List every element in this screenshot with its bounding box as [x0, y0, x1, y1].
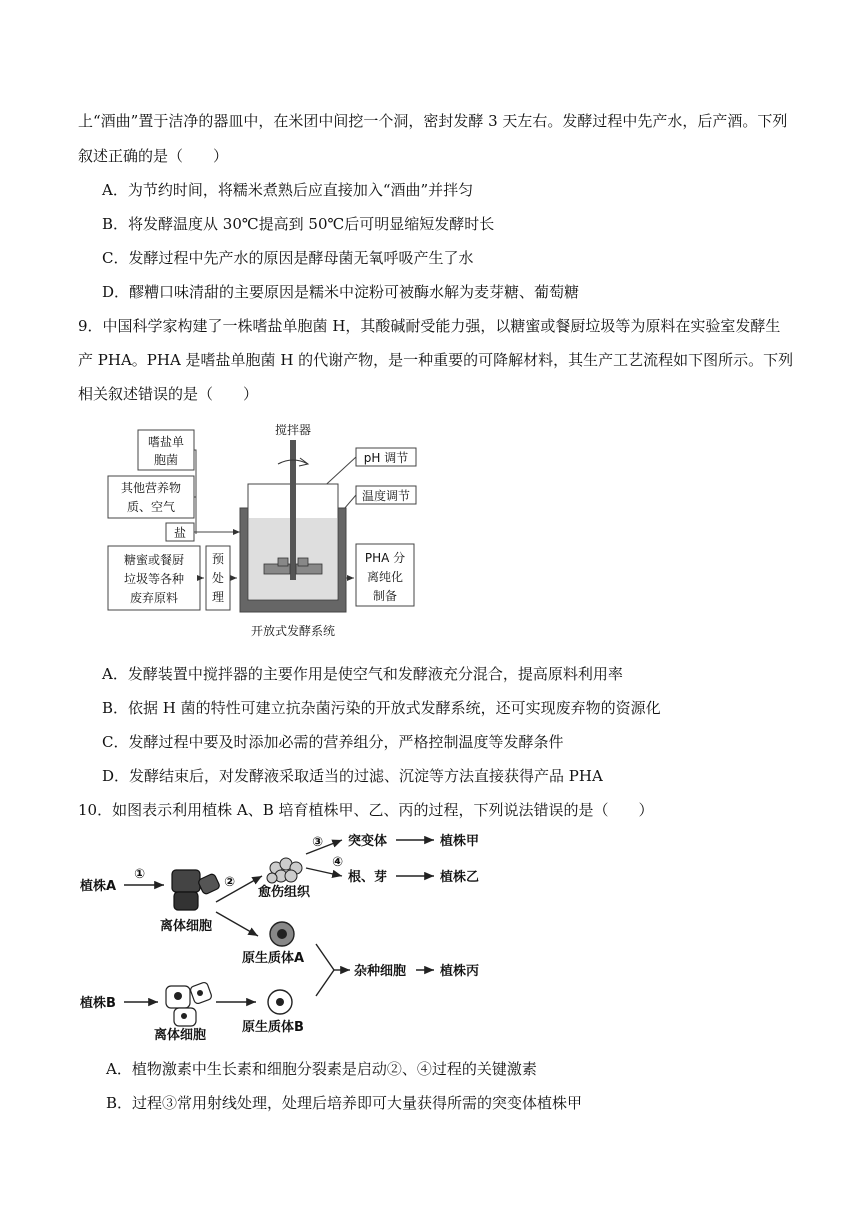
q8-option-c: C．发酵过程中先产水的原因是酵母菌无氧呼吸产生了水	[102, 249, 474, 267]
q10-stem: 10．如图表示利用植株 A、B 培育植株甲、乙、丙的过程，下列说法错误的是（ ）	[78, 801, 654, 819]
q9-option-a: A．发酵装置中搅拌器的主要作用是使空气和发酵液充分混合，提高原料利用率	[102, 665, 623, 683]
q8-stem-line-1: 上“酒曲”置于洁净的器皿中，在米团中间挖一个洞，密封发酵 3 天左右。发酵过程中先产水，后产酒。下列	[78, 112, 788, 130]
label-plant-a: 植株A	[80, 879, 117, 894]
label-step-1: ①	[134, 867, 146, 882]
label-output-3: 制备	[372, 589, 398, 603]
q9-option-b: B．依据 H 菌的特性可建立抗杂菌污染的开放式发酵系统，还可实现废弃物的资源化	[102, 699, 661, 717]
isolated-cells-b	[166, 981, 213, 1026]
diagram-caption: 开放式发酵系统	[250, 624, 336, 638]
label-isolated-b: 离体细胞	[154, 1028, 207, 1042]
label-plant-b: 植株B	[80, 996, 116, 1011]
q9-stem-line-3: 相关叙述错误的是（ ）	[78, 385, 259, 403]
label-isolated-a: 离体细胞	[160, 919, 213, 934]
label-pretreat-2: 处	[211, 571, 225, 585]
q8-option-d: D．醪糟口味清甜的主要原因是糯米中淀粉可被酶水解为麦芽糖、葡萄糖	[102, 283, 580, 301]
label-step-4: ④	[332, 855, 344, 870]
label-plant-bing: 植株丙	[440, 964, 480, 979]
label-pretreat-1: 预	[211, 552, 225, 566]
q8-option-a: A．为节约时间，将糯米煮熟后应直接加入“酒曲”并拌匀	[102, 181, 474, 199]
q8-option-b: B．将发酵温度从 30℃提高到 50℃后可明显缩短发酵时长	[102, 215, 495, 233]
stirrer-shaft	[290, 440, 296, 580]
q9-stem-line-1: 9．中国科学家构建了一株嗜盐单胞菌 H，其酸碱耐受能力强，以糖蜜或餐厨垃圾等为原料在实验室发酵生	[78, 317, 781, 335]
label-plant-jia: 植株甲	[440, 834, 480, 849]
callus	[267, 858, 302, 883]
label-protoplast-b: 原生质体B	[242, 1020, 304, 1035]
label-waste-3: 废弃原料	[129, 591, 179, 605]
label-callus: 愈伤组织	[258, 885, 311, 900]
q9-option-c: C．发酵过程中要及时添加必需的营养组分，严格控制温度等发酵条件	[102, 733, 564, 751]
label-halomonas-1: 嗜盐单	[147, 435, 185, 449]
q10-option-b: B．过程③常用射线处理，处理后培养即可大量获得所需的突变体植株甲	[106, 1094, 583, 1112]
label-step-2: ②	[224, 875, 236, 890]
plant-culture-diagram	[76, 826, 516, 1042]
label-output-2: 离纯化	[366, 570, 404, 584]
label-nutrients-1: 其他营养物	[120, 481, 182, 495]
label-step-3: ③	[312, 835, 324, 850]
q10-option-a: A．植物激素中生长素和细胞分裂素是启动②、④过程的关键激素	[106, 1060, 537, 1078]
label-nutrients-2: 质、空气	[126, 500, 176, 514]
label-protoplast-a: 原生质体A	[242, 951, 305, 966]
q8-stem-line-2: 叙述正确的是（ ）	[78, 147, 229, 165]
label-halomonas-2: 胞菌	[153, 453, 179, 467]
label-ph: pH 调节	[363, 451, 409, 465]
label-waste-2: 垃圾等各种	[123, 572, 185, 586]
label-stirrer: 搅拌器	[274, 423, 312, 437]
q9-stem-line-2: 产 PHA。PHA 是嗜盐单胞菌 H 的代谢产物，是一种重要的可降解材料，其生产工艺流程如下图所示。下列	[78, 351, 794, 369]
fermentation-diagram	[100, 420, 440, 645]
q9-option-d: D．发酵结束后，对发酵液采取适当的过滤、沉淀等方法直接获得产品 PHA	[102, 767, 603, 785]
label-temp: 温度调节	[361, 489, 411, 503]
label-hybrid-cell: 杂种细胞	[354, 964, 407, 979]
label-pretreat-3: 理	[211, 590, 225, 604]
label-waste-1: 糖蜜或餐厨	[123, 553, 185, 567]
isolated-cells-a	[172, 870, 221, 910]
label-plant-yi: 植株乙	[440, 870, 480, 885]
label-mutant: 突变体	[348, 834, 388, 849]
label-salt: 盐	[173, 526, 187, 540]
label-output-1: PHA 分	[364, 551, 406, 565]
label-root-bud: 根、芽	[348, 870, 388, 885]
